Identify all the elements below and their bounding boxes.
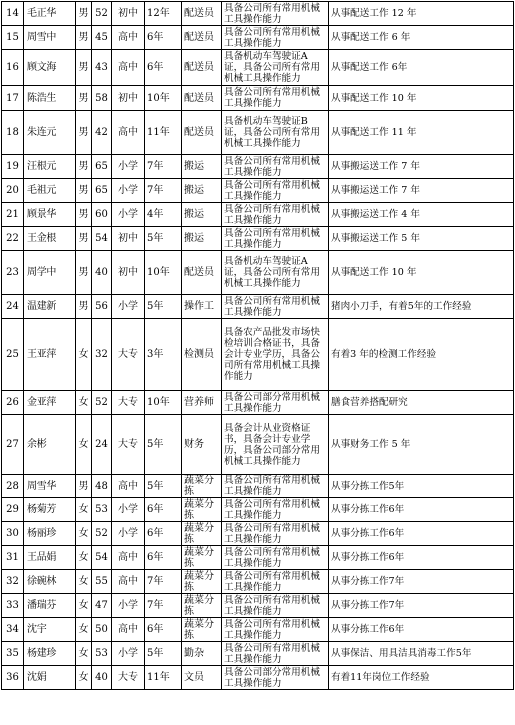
name-cell: 金亚萍 — [24, 391, 76, 415]
row-number: 26 — [2, 391, 24, 415]
sex-cell: 男 — [76, 26, 92, 50]
experience-cell: 从事分拣工作6年 — [329, 498, 514, 522]
row-number: 31 — [2, 546, 24, 570]
qualification-cell: 具备公司所有常用机械工具操作能力 — [222, 203, 329, 227]
row-number: 17 — [2, 86, 24, 111]
age-cell: 32 — [92, 319, 112, 391]
experience-cell: 从事保洁、用具洁具消毒工作5年 — [329, 642, 514, 666]
sex-cell: 男 — [76, 179, 92, 203]
table-row — [2, 155, 514, 179]
row-number: 34 — [2, 618, 24, 642]
years-cell: 5年 — [145, 415, 182, 475]
years-cell: 6年 — [145, 26, 182, 50]
table-row — [2, 570, 514, 594]
years-cell: 10年 — [145, 251, 182, 295]
experience-cell: 猪肉小刀手，有着5年的工作经验 — [329, 295, 514, 319]
row-number: 23 — [2, 251, 24, 295]
row-number: 16 — [2, 50, 24, 86]
row-number: 27 — [2, 415, 24, 475]
sex-cell: 女 — [76, 618, 92, 642]
experience-cell: 从事搬运送工作 7 年 — [329, 155, 514, 179]
name-cell: 汪根元 — [24, 155, 76, 179]
years-cell: 6年 — [145, 498, 182, 522]
qualification-cell: 具备会计从业资格证书，具备会计专业学历，具备公司部分常用机械工具操作能力 — [222, 415, 329, 475]
table-row — [2, 203, 514, 227]
years-cell: 5年 — [145, 295, 182, 319]
sex-cell: 男 — [76, 50, 92, 86]
row-number: 24 — [2, 295, 24, 319]
years-cell: 6年 — [145, 618, 182, 642]
age-cell: 65 — [92, 179, 112, 203]
qualification-cell: 具备机动车驾驶证A证，具备公司所有常用机械工具操作能力 — [222, 50, 329, 86]
sex-cell: 男 — [76, 86, 92, 111]
sex-cell: 女 — [76, 546, 92, 570]
education-cell: 大专 — [112, 319, 145, 391]
age-cell: 52 — [92, 522, 112, 546]
row-number: 15 — [2, 26, 24, 50]
qualification-cell: 具备公司所有常用机械工具操作能力 — [222, 155, 329, 179]
education-cell: 小学 — [112, 179, 145, 203]
age-cell: 45 — [92, 26, 112, 50]
table-row — [2, 227, 514, 251]
qualification-cell: 具备机动车驾驶证A证，具备公司所有常用机械工具操作能力 — [222, 251, 329, 295]
education-cell: 高中 — [112, 50, 145, 86]
table-row — [2, 295, 514, 319]
experience-cell: 有着3 年的检测工作经验 — [329, 319, 514, 391]
name-cell: 朱连元 — [24, 111, 76, 155]
sex-cell: 女 — [76, 594, 92, 618]
name-cell: 顾景华 — [24, 203, 76, 227]
qualification-cell: 具备公司部分常用机械工具操作能力 — [222, 666, 329, 690]
qualification-cell: 具备公司部分常用机械工具操作能力 — [222, 391, 329, 415]
experience-cell: 从事财务工作 5 年 — [329, 415, 514, 475]
position-cell: 蔬菜分拣 — [182, 522, 222, 546]
education-cell: 高中 — [112, 475, 145, 498]
education-cell: 初中 — [112, 86, 145, 111]
row-number: 36 — [2, 666, 24, 690]
qualification-cell: 具备公司所有常用机械工具操作能力 — [222, 618, 329, 642]
name-cell: 余彬 — [24, 415, 76, 475]
experience-cell: 从事分拣工作5年 — [329, 475, 514, 498]
experience-cell: 从事配送工作 10 年 — [329, 251, 514, 295]
row-number: 28 — [2, 475, 24, 498]
name-cell: 周学中 — [24, 251, 76, 295]
years-cell: 7年 — [145, 179, 182, 203]
table-row — [2, 319, 514, 391]
qualification-cell: 具备公司所有常用机械工具操作能力 — [222, 570, 329, 594]
name-cell: 陈浩生 — [24, 86, 76, 111]
experience-cell: 从事分拣工作6年 — [329, 546, 514, 570]
position-cell: 营养师 — [182, 391, 222, 415]
age-cell: 24 — [92, 415, 112, 475]
age-cell: 40 — [92, 251, 112, 295]
table-row — [2, 111, 514, 155]
position-cell: 配送员 — [182, 251, 222, 295]
years-cell: 11年 — [145, 666, 182, 690]
age-cell: 50 — [92, 618, 112, 642]
years-cell: 7年 — [145, 594, 182, 618]
education-cell: 大专 — [112, 666, 145, 690]
row-number: 30 — [2, 522, 24, 546]
position-cell: 文员 — [182, 666, 222, 690]
sex-cell: 女 — [76, 570, 92, 594]
experience-cell: 从事分拣工作6年 — [329, 522, 514, 546]
row-number: 32 — [2, 570, 24, 594]
name-cell: 王品娟 — [24, 546, 76, 570]
age-cell: 60 — [92, 203, 112, 227]
position-cell: 蔬菜分拣 — [182, 475, 222, 498]
row-number: 29 — [2, 498, 24, 522]
years-cell: 6年 — [145, 546, 182, 570]
age-cell: 65 — [92, 155, 112, 179]
age-cell: 58 — [92, 86, 112, 111]
name-cell: 潘瑞芬 — [24, 594, 76, 618]
experience-cell: 从事配送工作 6 年 — [329, 26, 514, 50]
position-cell: 检测员 — [182, 319, 222, 391]
table-row — [2, 498, 514, 522]
position-cell: 财务 — [182, 415, 222, 475]
position-cell: 配送员 — [182, 111, 222, 155]
position-cell: 配送员 — [182, 50, 222, 86]
education-cell: 大专 — [112, 391, 145, 415]
years-cell: 5年 — [145, 642, 182, 666]
sex-cell: 女 — [76, 391, 92, 415]
age-cell: 47 — [92, 594, 112, 618]
position-cell: 蔬菜分拣 — [182, 618, 222, 642]
qualification-cell: 具备公司所有常用机械工具操作能力 — [222, 86, 329, 111]
position-cell: 搬运 — [182, 227, 222, 251]
position-cell: 配送员 — [182, 26, 222, 50]
qualification-cell: 具备公司所有常用机械工具操作能力 — [222, 594, 329, 618]
education-cell: 小学 — [112, 295, 145, 319]
table-row — [2, 618, 514, 642]
qualification-cell: 具备农产品批发市场快检培训合格证书，具备会计专业学历，具备公司所有常用机械工具操作能力 — [222, 319, 329, 391]
years-cell: 7年 — [145, 155, 182, 179]
sex-cell: 男 — [76, 155, 92, 179]
sex-cell: 男 — [76, 475, 92, 498]
education-cell: 小学 — [112, 642, 145, 666]
table-row — [2, 522, 514, 546]
education-cell: 高中 — [112, 26, 145, 50]
sex-cell: 女 — [76, 666, 92, 690]
row-number: 14 — [2, 2, 24, 26]
row-number: 20 — [2, 179, 24, 203]
row-number: 33 — [2, 594, 24, 618]
education-cell: 初中 — [112, 251, 145, 295]
sex-cell: 男 — [76, 295, 92, 319]
years-cell: 10年 — [145, 391, 182, 415]
position-cell: 配送员 — [182, 2, 222, 26]
age-cell: 53 — [92, 498, 112, 522]
sex-cell: 男 — [76, 227, 92, 251]
years-cell: 7年 — [145, 570, 182, 594]
age-cell: 54 — [92, 227, 112, 251]
age-cell: 54 — [92, 546, 112, 570]
education-cell: 高中 — [112, 546, 145, 570]
years-cell: 3年 — [145, 319, 182, 391]
years-cell: 5年 — [145, 475, 182, 498]
name-cell: 周雪华 — [24, 475, 76, 498]
name-cell: 王金根 — [24, 227, 76, 251]
experience-cell: 从事配送工作 12 年 — [329, 2, 514, 26]
qualification-cell: 具备公司所有常用机械工具操作能力 — [222, 26, 329, 50]
experience-cell: 从事搬运送工作 5 年 — [329, 227, 514, 251]
age-cell: 56 — [92, 295, 112, 319]
age-cell: 43 — [92, 50, 112, 86]
position-cell: 蔬菜分拣 — [182, 498, 222, 522]
name-cell: 毛正华 — [24, 2, 76, 26]
age-cell: 52 — [92, 2, 112, 26]
years-cell: 12年 — [145, 2, 182, 26]
experience-cell: 从事分拣工作6年 — [329, 618, 514, 642]
row-number: 18 — [2, 111, 24, 155]
experience-cell: 从事搬运送工作 7 年 — [329, 179, 514, 203]
age-cell: 53 — [92, 642, 112, 666]
age-cell: 42 — [92, 111, 112, 155]
education-cell: 小学 — [112, 155, 145, 179]
age-cell: 48 — [92, 475, 112, 498]
qualification-cell: 具备公司所有常用机械工具操作能力 — [222, 642, 329, 666]
sex-cell: 女 — [76, 415, 92, 475]
age-cell: 55 — [92, 570, 112, 594]
qualification-cell: 具备公司所有常用机械工具操作能力 — [222, 475, 329, 498]
position-cell: 蔬菜分拣 — [182, 594, 222, 618]
education-cell: 初中 — [112, 227, 145, 251]
name-cell: 顾文海 — [24, 50, 76, 86]
position-cell: 搬运 — [182, 179, 222, 203]
position-cell: 操作工 — [182, 295, 222, 319]
education-cell: 小学 — [112, 498, 145, 522]
education-cell: 初中 — [112, 2, 145, 26]
table-row — [2, 50, 514, 86]
qualification-cell: 具备公司所有常用机械工具操作能力 — [222, 295, 329, 319]
experience-cell: 从事配送工作 11 年 — [329, 111, 514, 155]
education-cell: 高中 — [112, 570, 145, 594]
row-number: 22 — [2, 227, 24, 251]
qualification-cell: 具备公司所有常用机械工具操作能力 — [222, 498, 329, 522]
qualification-cell: 具备机动车驾驶证B证，具备公司所有常用机械工具操作能力 — [222, 111, 329, 155]
table-row — [2, 642, 514, 666]
sex-cell: 男 — [76, 251, 92, 295]
table-row — [2, 594, 514, 618]
years-cell: 6年 — [145, 522, 182, 546]
name-cell: 沈娟 — [24, 666, 76, 690]
table-row — [2, 415, 514, 475]
row-number: 25 — [2, 319, 24, 391]
row-number: 19 — [2, 155, 24, 179]
sex-cell: 男 — [76, 111, 92, 155]
experience-cell: 有着11年岗位工作经验 — [329, 666, 514, 690]
position-cell: 蔬菜分拣 — [182, 570, 222, 594]
sex-cell: 女 — [76, 319, 92, 391]
education-cell: 高中 — [112, 111, 145, 155]
sex-cell: 男 — [76, 2, 92, 26]
table-row — [2, 179, 514, 203]
experience-cell: 从事分拣工作7年 — [329, 570, 514, 594]
position-cell: 搬运 — [182, 155, 222, 179]
experience-cell: 从事分拣工作7年 — [329, 594, 514, 618]
name-cell: 徐碗林 — [24, 570, 76, 594]
qualification-cell: 具备公司所有常用机械工具操作能力 — [222, 2, 329, 26]
name-cell: 周雪中 — [24, 26, 76, 50]
experience-cell: 从事搬运送工作 4 年 — [329, 203, 514, 227]
table-row — [2, 86, 514, 111]
sex-cell: 女 — [76, 498, 92, 522]
years-cell: 11年 — [145, 111, 182, 155]
table-row — [2, 391, 514, 415]
years-cell: 6年 — [145, 50, 182, 86]
years-cell: 10年 — [145, 86, 182, 111]
sex-cell: 男 — [76, 203, 92, 227]
name-cell: 沈宇 — [24, 618, 76, 642]
education-cell: 小学 — [112, 594, 145, 618]
position-cell: 配送员 — [182, 86, 222, 111]
table-row — [2, 26, 514, 50]
experience-cell: 从事配送工作 6年 — [329, 50, 514, 86]
experience-cell: 膳食营养搭配研究 — [329, 391, 514, 415]
sex-cell: 女 — [76, 642, 92, 666]
years-cell: 4年 — [145, 203, 182, 227]
table-row — [2, 666, 514, 690]
age-cell: 52 — [92, 391, 112, 415]
position-cell: 勤杂 — [182, 642, 222, 666]
row-number: 35 — [2, 642, 24, 666]
qualification-cell: 具备公司所有常用机械工具操作能力 — [222, 546, 329, 570]
name-cell: 杨丽珍 — [24, 522, 76, 546]
experience-cell: 从事配送工作 10 年 — [329, 86, 514, 111]
qualification-cell: 具备公司所有常用机械工具操作能力 — [222, 227, 329, 251]
staff-table — [1, 1, 514, 690]
name-cell: 王亚萍 — [24, 319, 76, 391]
table-row — [2, 251, 514, 295]
table-row — [2, 2, 514, 26]
age-cell: 40 — [92, 666, 112, 690]
qualification-cell: 具备公司所有常用机械工具操作能力 — [222, 522, 329, 546]
education-cell: 大专 — [112, 415, 145, 475]
table-row — [2, 475, 514, 498]
name-cell: 毛祖元 — [24, 179, 76, 203]
education-cell: 小学 — [112, 522, 145, 546]
name-cell: 杨建珍 — [24, 642, 76, 666]
row-number: 21 — [2, 203, 24, 227]
name-cell: 杨菊芳 — [24, 498, 76, 522]
qualification-cell: 具备公司所有常用机械工具操作能力 — [222, 179, 329, 203]
years-cell: 5年 — [145, 227, 182, 251]
name-cell: 温建新 — [24, 295, 76, 319]
table-row — [2, 546, 514, 570]
sex-cell: 女 — [76, 522, 92, 546]
position-cell: 蔬菜分拣 — [182, 546, 222, 570]
education-cell: 高中 — [112, 618, 145, 642]
position-cell: 搬运 — [182, 203, 222, 227]
education-cell: 小学 — [112, 203, 145, 227]
